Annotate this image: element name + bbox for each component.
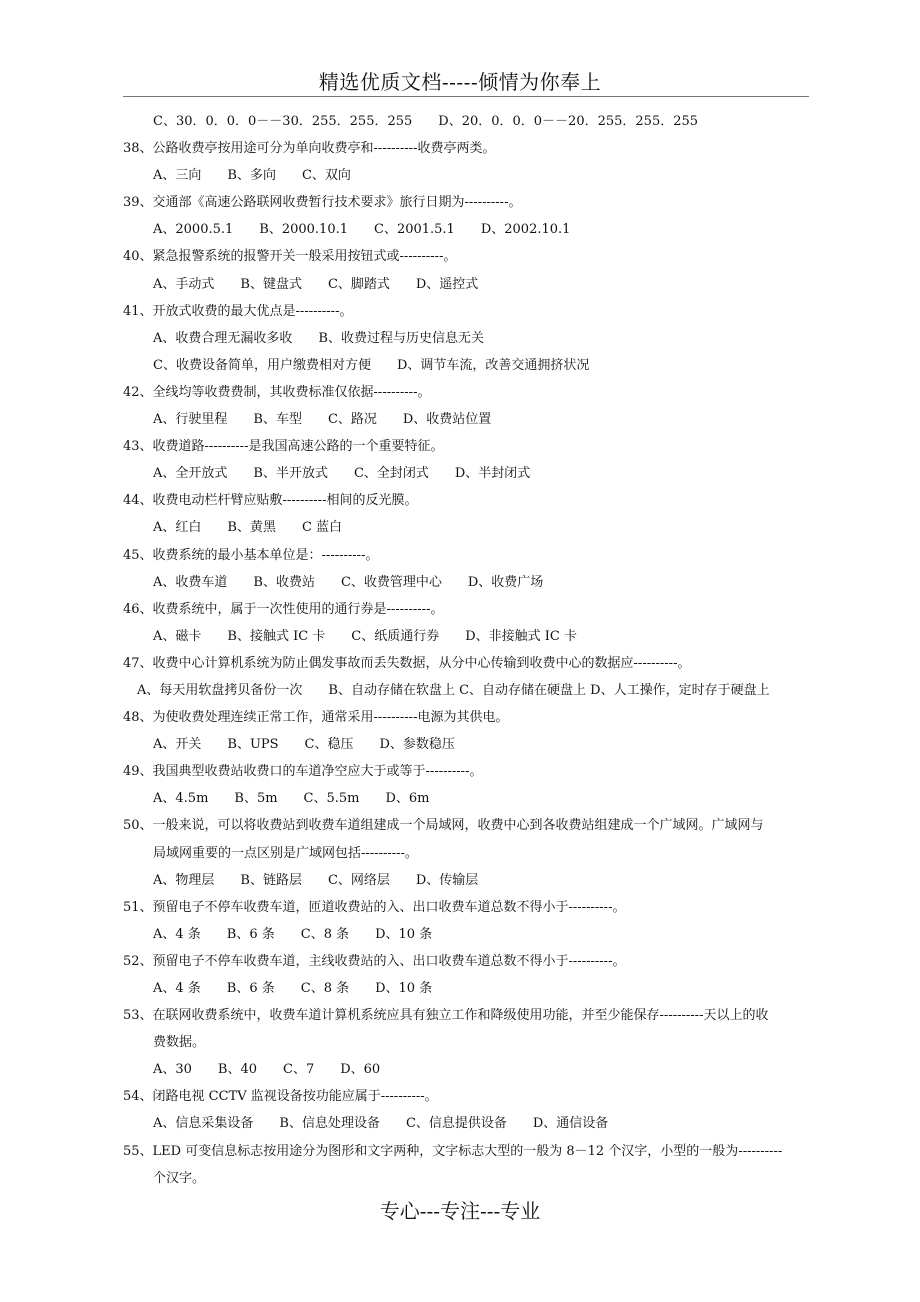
option-line: A、磁卡 B、接触式 IC 卡 C、纸质通行券 D、非接触式 IC 卡 — [153, 628, 578, 644]
question-line: 45、收费系统的最小基本单位是：----------。 — [123, 547, 379, 563]
option-line: A、开关 B、UPS C、稳压 D、参数稳压 — [153, 737, 455, 753]
option-line: A、行驶里程 B、车型 C、路况 D、收费站位置 — [153, 412, 492, 428]
option-line: A、4 条 B、6 条 C、8 条 D、10 条 — [153, 926, 433, 942]
question-line: 51、预留电子不停车收费车道，匝道收费站的入、出口收费车道总数不得小于----------。 — [123, 899, 626, 915]
question-line: 43、收费道路----------是我国高速公路的一个重要特征。 — [123, 439, 444, 455]
page-footer: 专心---专注---专业 — [379, 1199, 541, 1223]
question-line: 52、预留电子不停车收费车道，主线收费站的入、出口收费车道总数不得小于----------。 — [123, 953, 626, 969]
question-line: 49、我国典型收费站收费口的车道净空应大于或等于----------。 — [123, 764, 483, 780]
question-continuation: 个汉字。 — [153, 1170, 206, 1186]
option-line: A、2000.5.1 B、2000.10.1 C、2001.5.1 D、2002.10.1 — [153, 222, 571, 238]
option-line: A、红白 B、黄黑 C 蓝白 — [153, 520, 343, 536]
question-line: 40、紧急报警系统的报警开关一般采用按钮式或----------。 — [123, 249, 457, 265]
option-line: A、4 条 B、6 条 C、8 条 D、10 条 — [153, 981, 433, 996]
question-line: 53、在联网收费系统中，收费车道计算机系统应具有独立工作和降级使用功能，并至少能保存----------天以上的收 — [123, 1008, 769, 1024]
option-line: C、收费设备简单，用户缴费相对方便 D、调节车流，改善交通拥挤状况 — [153, 357, 590, 373]
option-line: A、4.5m B、5m C、5.5m D、6m — [153, 791, 430, 807]
option-line: A、全开放式 B、半开放式 C、全封闭式 D、半封闭式 — [153, 466, 531, 482]
question-continuation: 费数据。 — [153, 1035, 206, 1051]
page-header: 精选优质文档-----倾情为你奉上 — [318, 70, 602, 94]
option-line: A、每天用软盘拷贝备份一次 B、自动存储在软盘上 C、自动存储在硬盘上 D、人工操作，定时存于硬盘上 — [137, 682, 770, 698]
question-line: 50、一般来说，可以将收费站到收费车道组建成一个局域网，收费中心到各收费站组建成一个广域网。广域网与 — [123, 818, 764, 834]
question-line: 44、收费电动栏杆臂应贴敷----------相间的反光膜。 — [123, 493, 418, 509]
option-line: A、30 B、40 C、7 D、60 — [153, 1062, 381, 1078]
option-line: C、30．0．0．0－－30．255．255．255 D、20．0．0．0－－20．255．255．255 — [153, 114, 699, 129]
header-divider — [123, 96, 809, 97]
question-line: 46、收费系统中，属于一次性使用的通行券是----------。 — [123, 601, 444, 617]
option-line: A、三向 B、多向 C、双向 — [153, 168, 351, 184]
option-line: A、物理层 B、链路层 C、网络层 D、传输层 — [153, 872, 479, 888]
question-line: 41、开放式收费的最大优点是----------。 — [123, 303, 353, 319]
option-line: A、收费合理无漏收多收 B、收费过程与历史信息无关 — [153, 330, 484, 346]
question-continuation: 局域网重要的一点区别是广域网包括----------。 — [153, 845, 418, 861]
option-line: A、手动式 B、键盘式 C、脚踏式 D、遥控式 — [153, 276, 479, 292]
question-line: 54、闭路电视 CCTV 监视设备按功能应属于----------。 — [123, 1089, 438, 1105]
question-line: 42、全线均等收费费制，其收费标准仅依据----------。 — [123, 384, 431, 400]
question-line: 55、LED 可变信息标志按用途分为图形和文字两种，文字标志大型的一般为 8－12 个汉字，小型的一般为---------- — [123, 1143, 783, 1159]
question-line: 38、公路收费亭按用途可分为单向收费亭和----------收费亭两类。 — [123, 141, 496, 157]
question-line: 48、为使收费处理连续正常工作，通常采用----------电源为其供电。 — [123, 710, 509, 726]
option-line: A、收费车道 B、收费站 C、收费管理中心 D、收费广场 — [153, 574, 544, 590]
option-line: A、信息采集设备 B、信息处理设备 C、信息提供设备 D、通信设备 — [153, 1116, 609, 1132]
question-line: 39、交通部《高速公路联网收费暂行技术要求》旅行日期为----------。 — [123, 195, 522, 211]
question-line: 47、收费中心计算机系统为防止偶发事故而丢失数据，从分中心传输到收费中心的数据应----------。 — [123, 655, 691, 671]
question-list — [0, 108, 920, 1192]
